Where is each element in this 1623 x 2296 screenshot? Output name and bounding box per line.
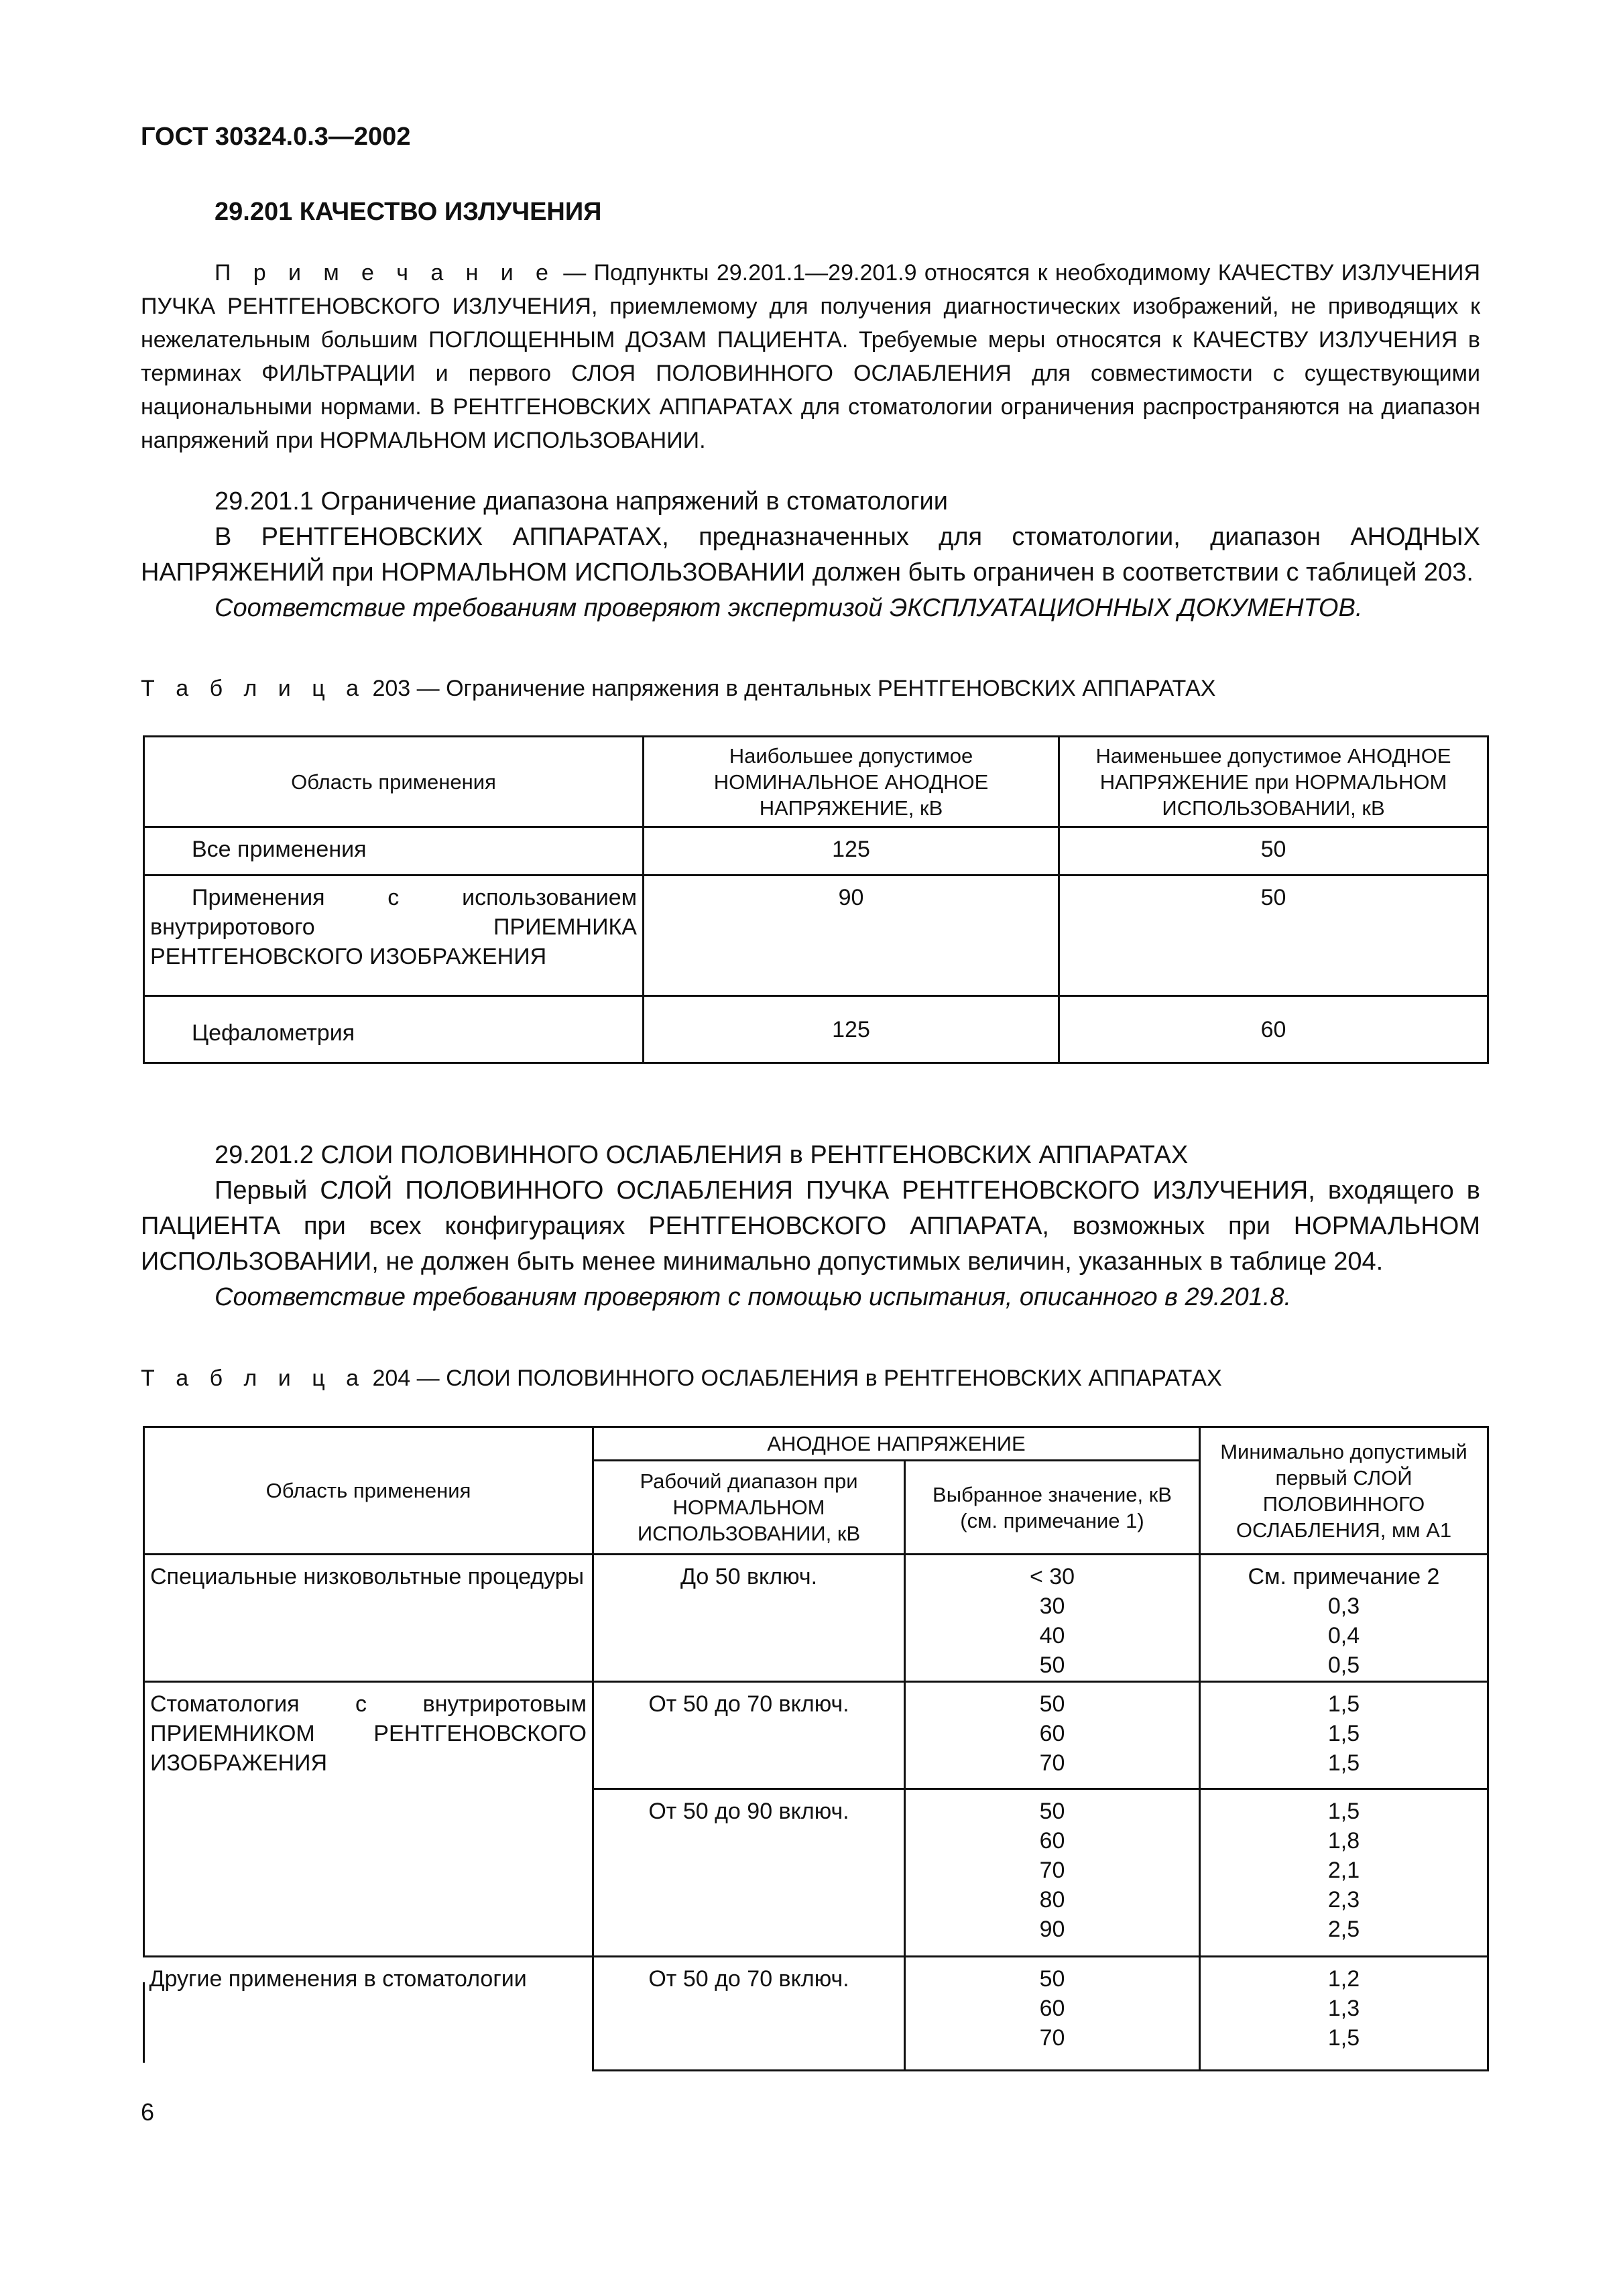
- cell-selected: < 30 30 40 50: [905, 1555, 1200, 1682]
- cell-max: 90: [644, 875, 1059, 996]
- cell-area: Все применения: [144, 827, 644, 875]
- table-row: [144, 996, 1488, 1063]
- table-203-caption: [141, 676, 1215, 702]
- cell-range: От 50 до 70 включ.: [593, 1682, 905, 1789]
- cell-range: До 50 включ.: [593, 1555, 905, 1682]
- table-row: [144, 1682, 1488, 1789]
- clause-compliance: Соответствие требованиям проверяют с помощью испытания, описанного в 29.201.8.: [215, 1283, 1292, 1311]
- header-cell: Область применения: [144, 1427, 593, 1555]
- clause-text: В РЕНТГЕНОВСКИХ АППАРАТАХ, предназначенных для стоматологии, диапазон АНОДНЫХ НАПРЯЖЕНИЙ при НОРМАЛЬНОМ ИСПОЛЬЗОВАНИИ должен быть ограничен в соответствии с таблицей 203.: [141, 523, 1480, 587]
- table-row: [144, 1555, 1488, 1682]
- clause-29-201-1: [141, 484, 1480, 626]
- header-cell: Рабочий диапазон при НОРМАЛЬНОМ ИСПОЛЬЗОВАНИИ, кВ: [593, 1461, 905, 1555]
- clause-heading: 29.201.1 Ограничение диапазона напряжений в стоматологии: [215, 487, 948, 516]
- cell-selected: 50 60 70: [905, 1957, 1200, 2071]
- clause-compliance: Соответствие требованиям проверяют экспертизой ЭКСПЛУАТАЦИОННЫХ ДОКУМЕНТОВ.: [215, 594, 1363, 622]
- note-label: П р и м е ч а н и е: [215, 260, 556, 286]
- cell-hvl: См. примечание 2 0,3 0,4 0,5: [1200, 1555, 1488, 1682]
- note-text: — Подпункты 29.201.1—29.201.9 относятся к необходимому КАЧЕСТВУ ИЗЛУЧЕНИЯ ПУЧКА РЕНТГЕНОВСКОГО ИЗЛУЧЕНИЯ, приемлемому для получения диагностических изображений, не приводящих к нежелательным большим ПОГЛОЩЕННЫМ ДОЗАМ ПАЦИЕНТА. Требуемые меры относятся к КАЧЕСТВУ ИЗЛУЧЕНИЯ в терминах ФИЛЬТРАЦИИ и первого СЛОЯ ПОЛОВИННОГО ОСЛАБЛЕНИЯ для совместимости с существующими национальными нормами. В РЕНТГЕНОВСКИХ АППАРАТАХ для стоматологии ограничения распространяются на диапазон напряжений при НОРМАЛЬНОМ ИСПОЛЬЗОВАНИИ.: [141, 260, 1480, 453]
- table-left-rule: [143, 1982, 145, 2063]
- caption-label: Т а б л и ц а: [141, 1366, 367, 1391]
- table-row: [144, 875, 1488, 996]
- cell-hvl: 1,5 1,8 2,1 2,3 2,5: [1200, 1789, 1488, 1957]
- cell-selected: 50 60 70: [905, 1682, 1200, 1789]
- cell-area: Другие применения в стоматологии: [144, 1957, 593, 2071]
- header-cell: Выбранное значение, кВ (см. примечание 1): [905, 1461, 1200, 1555]
- clause-29-201-2: [141, 1138, 1480, 1315]
- cell-hvl: 1,5 1,5 1,5: [1200, 1682, 1488, 1789]
- cell-area: Стоматология с внутриротовым ПРИЕМНИКОМ РЕНТГЕНОВСКОГО ИЗОБРАЖЕНИЯ: [144, 1682, 593, 1957]
- table-row: [144, 827, 1488, 875]
- cell-min: 50: [1059, 827, 1488, 875]
- cell-min: 60: [1059, 996, 1488, 1063]
- table-204: [143, 1426, 1489, 2071]
- header-cell: Наименьшее допустимое АНОДНОЕ НАПРЯЖЕНИЕ при НОРМАЛЬНОМ ИСПОЛЬЗОВАНИИ, кВ: [1059, 737, 1488, 827]
- header-cell: Наибольшее допустимое НОМИНАЛЬНОЕ АНОДНОЕ НАПРЯЖЕНИЕ, кВ: [644, 737, 1059, 827]
- document-header: ГОСТ 30324.0.3—2002: [141, 123, 411, 151]
- page-number: 6: [141, 2098, 155, 2126]
- cell-max: 125: [644, 827, 1059, 875]
- cell-selected: 50 60 70 80 90: [905, 1789, 1200, 1957]
- header-cell: АНОДНОЕ НАПРЯЖЕНИЕ: [593, 1427, 1200, 1461]
- caption-text: 203 — Ограничение напряжения в дентальных РЕНТГЕНОВСКИХ АППАРАТАХ: [366, 676, 1216, 701]
- cell-max: 125: [644, 996, 1059, 1063]
- cell-area: Применения с использованием внутриротового ПРИЕМНИКА РЕНТГЕНОВСКОГО ИЗОБРАЖЕНИЯ: [144, 875, 644, 996]
- note-block: [141, 256, 1480, 457]
- section-title: 29.201 КАЧЕСТВО ИЗЛУЧЕНИЯ: [215, 198, 602, 226]
- clause-heading: 29.201.2 СЛОИ ПОЛОВИННОГО ОСЛАБЛЕНИЯ в РЕНТГЕНОВСКИХ АППАРАТАХ: [215, 1141, 1189, 1169]
- cell-range: От 50 до 70 включ.: [593, 1957, 905, 2071]
- caption-text: 204 — СЛОИ ПОЛОВИННОГО ОСЛАБЛЕНИЯ в РЕНТГЕНОВСКИХ АППАРАТАХ: [366, 1366, 1222, 1391]
- table-204-caption: [141, 1366, 1222, 1392]
- table-row: [144, 1957, 1488, 2071]
- cell-area: Цефалометрия: [144, 996, 644, 1063]
- header-cell: Минимально допустимый первый СЛОЙ ПОЛОВИННОГО ОСЛАБЛЕНИЯ, мм А1: [1200, 1427, 1488, 1555]
- header-cell: Область применения: [144, 737, 644, 827]
- table-203: [143, 735, 1489, 1064]
- clause-text: Первый СЛОЙ ПОЛОВИННОГО ОСЛАБЛЕНИЯ ПУЧКА РЕНТГЕНОВСКОГО ИЗЛУЧЕНИЯ, входящего в ПАЦИЕНТА при всех конфигурациях РЕНТГЕНОВСКОГО АППАРАТА, возможных при НОРМАЛЬНОМ ИСПОЛЬЗОВАНИИ, не должен быть менее минимально допустимых величин, указанных в таблице 204.: [141, 1176, 1480, 1276]
- cell-hvl: 1,2 1,3 1,5: [1200, 1957, 1488, 2071]
- cell-min: 50: [1059, 875, 1488, 996]
- cell-area: Специальные низковольтные процедуры: [144, 1555, 593, 1682]
- cell-range: От 50 до 90 включ.: [593, 1789, 905, 1957]
- caption-label: Т а б л и ц а: [141, 676, 367, 701]
